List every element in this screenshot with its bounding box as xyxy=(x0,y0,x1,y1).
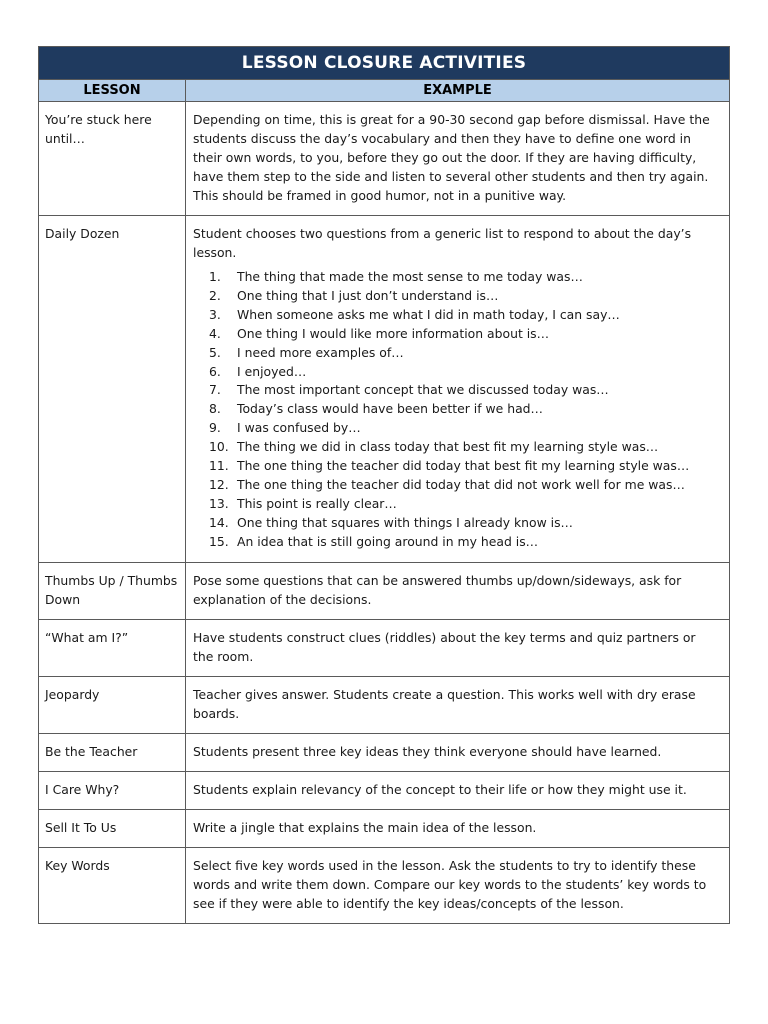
list-number: 10. xyxy=(209,439,229,455)
lesson-cell: Jeopardy xyxy=(39,676,186,733)
list-number: 2. xyxy=(209,287,221,303)
example-cell: Write a jingle that explains the main idea of the lesson. xyxy=(186,809,730,847)
list-number: 8. xyxy=(209,401,221,417)
list-text: The thing we did in class today that best fit my learning style was… xyxy=(237,439,659,455)
table-title: LESSON CLOSURE ACTIVITIES xyxy=(39,47,730,80)
list-text: One thing that I just don’t understand is… xyxy=(237,287,499,303)
lesson-cell: Daily Dozen xyxy=(39,216,186,563)
list-text: When someone asks me what I did in math today, I can say… xyxy=(237,306,620,322)
list-text: The one thing the teacher did today that did not work well for me was… xyxy=(237,476,685,492)
list-number: 12. xyxy=(209,476,229,492)
example-column-header: EXAMPLE xyxy=(186,80,730,102)
list-number: 5. xyxy=(209,344,221,360)
example-cell: Teacher gives answer. Students create a question. This works well with dry erase boards. xyxy=(186,676,730,733)
list-item xyxy=(209,476,715,495)
list-text: I enjoyed… xyxy=(237,363,307,379)
list-item xyxy=(209,457,715,476)
example-cell: Students explain relevancy of the concept to their life or how they might use it. xyxy=(186,771,730,809)
list-item xyxy=(209,325,715,344)
table-row xyxy=(39,676,730,733)
lesson-column-header: LESSON xyxy=(39,80,186,102)
example-intro: Student chooses two questions from a generic list to respond to about the day’s lesson. xyxy=(193,226,692,260)
list-text: The one thing the teacher did today that best fit my learning style was… xyxy=(237,458,690,474)
list-item xyxy=(209,419,715,438)
list-item xyxy=(209,268,715,287)
list-number: 6. xyxy=(209,363,221,379)
list-text: Today’s class would have been better if we had… xyxy=(237,401,543,417)
list-number: 15. xyxy=(209,533,229,549)
list-number: 9. xyxy=(209,420,221,436)
example-cell: Pose some questions that can be answered thumbs up/down/sideways, ask for explanation of the decisions. xyxy=(186,562,730,619)
list-item xyxy=(209,344,715,363)
table-row xyxy=(39,216,730,563)
list-item xyxy=(209,495,715,514)
lesson-cell: Be the Teacher xyxy=(39,733,186,771)
lesson-cell: Thumbs Up / Thumbs Down xyxy=(39,562,186,619)
title-row xyxy=(39,47,730,80)
list-item xyxy=(209,514,715,533)
list-number: 1. xyxy=(209,269,221,284)
lesson-cell: “What am I?” xyxy=(39,619,186,676)
table-row xyxy=(39,102,730,216)
list-text: An idea that is still going around in my head is… xyxy=(237,533,539,549)
lesson-cell: Key Words xyxy=(39,847,186,923)
lesson-cell: You’re stuck here until… xyxy=(39,102,186,216)
list-number: 4. xyxy=(209,325,221,341)
example-cell xyxy=(186,216,730,563)
header-row xyxy=(39,80,730,102)
list-text: One thing I would like more information about is… xyxy=(237,325,550,341)
table-row xyxy=(39,733,730,771)
list-text: The most important concept that we discussed today was… xyxy=(237,382,609,398)
table-row xyxy=(39,771,730,809)
list-text: I was confused by… xyxy=(237,420,361,436)
list-text: This point is really clear… xyxy=(237,495,397,511)
list-number: 13. xyxy=(209,495,229,511)
table-row xyxy=(39,619,730,676)
list-text: I need more examples of… xyxy=(237,344,404,360)
list-item xyxy=(209,438,715,457)
list-text: The thing that made the most sense to me today was… xyxy=(237,269,583,284)
lesson-closure-table xyxy=(38,46,730,924)
list-number: 14. xyxy=(209,514,229,530)
list-item xyxy=(209,533,715,552)
list-text: One thing that squares with things I already know is… xyxy=(237,514,573,530)
example-cell: Select five key words used in the lesson. Ask the students to try to identify these words and write them down. Compare our key words to the students’ key words to see if they were able to identify the key ideas/concepts of the lesson. xyxy=(186,847,730,923)
list-item xyxy=(209,381,715,400)
lesson-cell: I Care Why? xyxy=(39,771,186,809)
list-number: 3. xyxy=(209,306,221,322)
table-row xyxy=(39,809,730,847)
example-cell: Students present three key ideas they think everyone should have learned. xyxy=(186,733,730,771)
list-item xyxy=(209,400,715,419)
lesson-cell: Sell It To Us xyxy=(39,809,186,847)
table-row xyxy=(39,847,730,923)
list-number: 7. xyxy=(209,382,221,398)
table-row xyxy=(39,562,730,619)
question-list xyxy=(193,268,715,552)
list-item xyxy=(209,287,715,306)
list-item xyxy=(209,306,715,325)
example-cell: Have students construct clues (riddles) about the key terms and quiz partners or the room. xyxy=(186,619,730,676)
example-cell: Depending on time, this is great for a 90-30 second gap before dismissal. Have the students discuss the day’s vocabulary and then they have to define one word in their own words, to you, before they go out the door. If they are having difficulty, have them step to the side and listen to several other students and then try again. This should be framed in good humor, not in a punitive way. xyxy=(186,102,730,216)
list-number: 11. xyxy=(209,458,229,474)
list-item xyxy=(209,363,715,382)
